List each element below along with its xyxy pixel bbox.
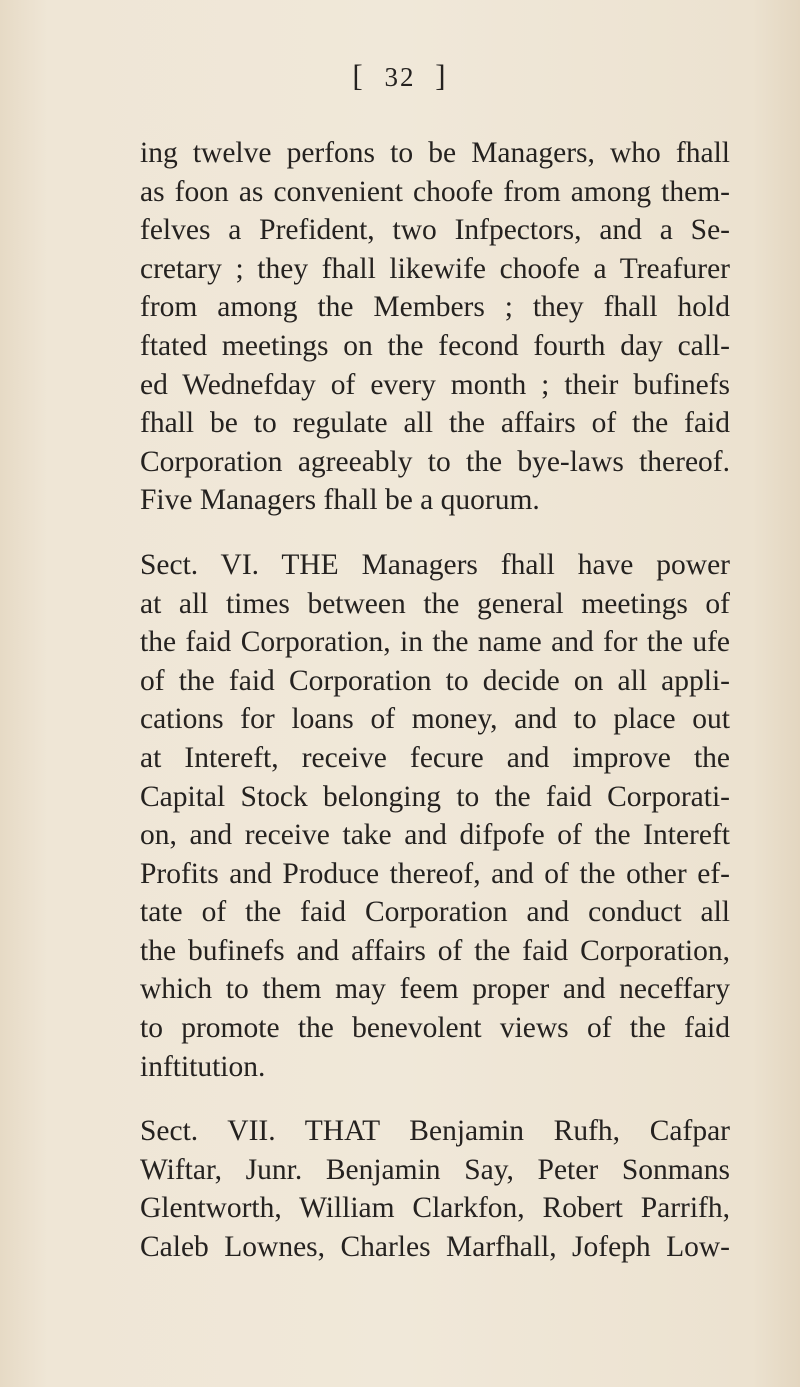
text-line: to promote the benevolent views of the faid xyxy=(140,1012,730,1045)
text-line: inftitution. xyxy=(140,1050,266,1083)
header-right-bracket: ] xyxy=(435,58,448,93)
paragraph-section-6 xyxy=(140,546,730,1086)
page-body xyxy=(140,134,730,1267)
text-line: from among the Members ; they fhall hold xyxy=(140,291,730,324)
text-line: at all times between the general meetings of xyxy=(140,587,730,620)
text-line: which to them may feem proper and neceffary xyxy=(140,973,730,1006)
text-line: Profits and Produce thereof, and of the other ef- xyxy=(140,857,730,890)
text-line: of the faid Corporation to decide on all appli- xyxy=(140,664,730,697)
paragraph-1 xyxy=(140,134,730,520)
text-line: Glentworth, William Clarkfon, Robert Parrifh, xyxy=(140,1192,730,1225)
page-header xyxy=(0,58,800,94)
text-line: the bufinefs and affairs of the faid Corporation, xyxy=(140,934,730,967)
text-line: the faid Corporation, in the name and for the ufe xyxy=(140,626,730,659)
text-line: fhall be to regulate all the affairs of the faid xyxy=(140,407,730,440)
text-line: at Intereft, receive fecure and improve the xyxy=(140,741,730,774)
section-heading-line: Sect. VI. THE Managers fhall have power xyxy=(140,548,730,581)
paragraph-gap xyxy=(140,1086,730,1112)
text-line: Caleb Lownes, Charles Marfhall, Jofeph Low- xyxy=(140,1231,730,1264)
text-line: as foon as convenient choofe from among them- xyxy=(140,175,730,208)
text-line: Five Managers fhall be a quorum. xyxy=(140,484,540,517)
text-line: ing twelve perfons to be Managers, who fhall xyxy=(140,137,730,169)
section-heading-line: Sect. VII. THAT Benjamin Rufh, Cafpar xyxy=(140,1115,730,1148)
text-line: cretary ; they fhall likewife choofe a Treafurer xyxy=(140,252,730,285)
text-line: Wiftar, Junr. Benjamin Say, Peter Sonmans xyxy=(140,1153,730,1186)
text-line: Corporation agreeably to the bye-laws thereof. xyxy=(140,445,730,478)
paragraph-section-7 xyxy=(140,1112,730,1266)
text-line: cations for loans of money, and to place out xyxy=(140,703,730,736)
text-line: Capital Stock belonging to the faid Corporati- xyxy=(140,780,730,813)
text-line: ed Wednefday of every month ; their bufinefs xyxy=(140,368,730,401)
page-number: 32 xyxy=(384,62,416,92)
text-line: ftated meetings on the fecond fourth day call- xyxy=(140,329,730,362)
text-line: on, and receive take and difpofe of the Intereft xyxy=(140,819,730,852)
header-left-bracket: [ xyxy=(352,58,365,93)
paragraph-gap xyxy=(140,520,730,546)
text-line: felves a Prefident, two Infpectors, and a Se- xyxy=(140,214,730,247)
text-line: tate of the faid Corporation and conduct all xyxy=(140,896,730,929)
